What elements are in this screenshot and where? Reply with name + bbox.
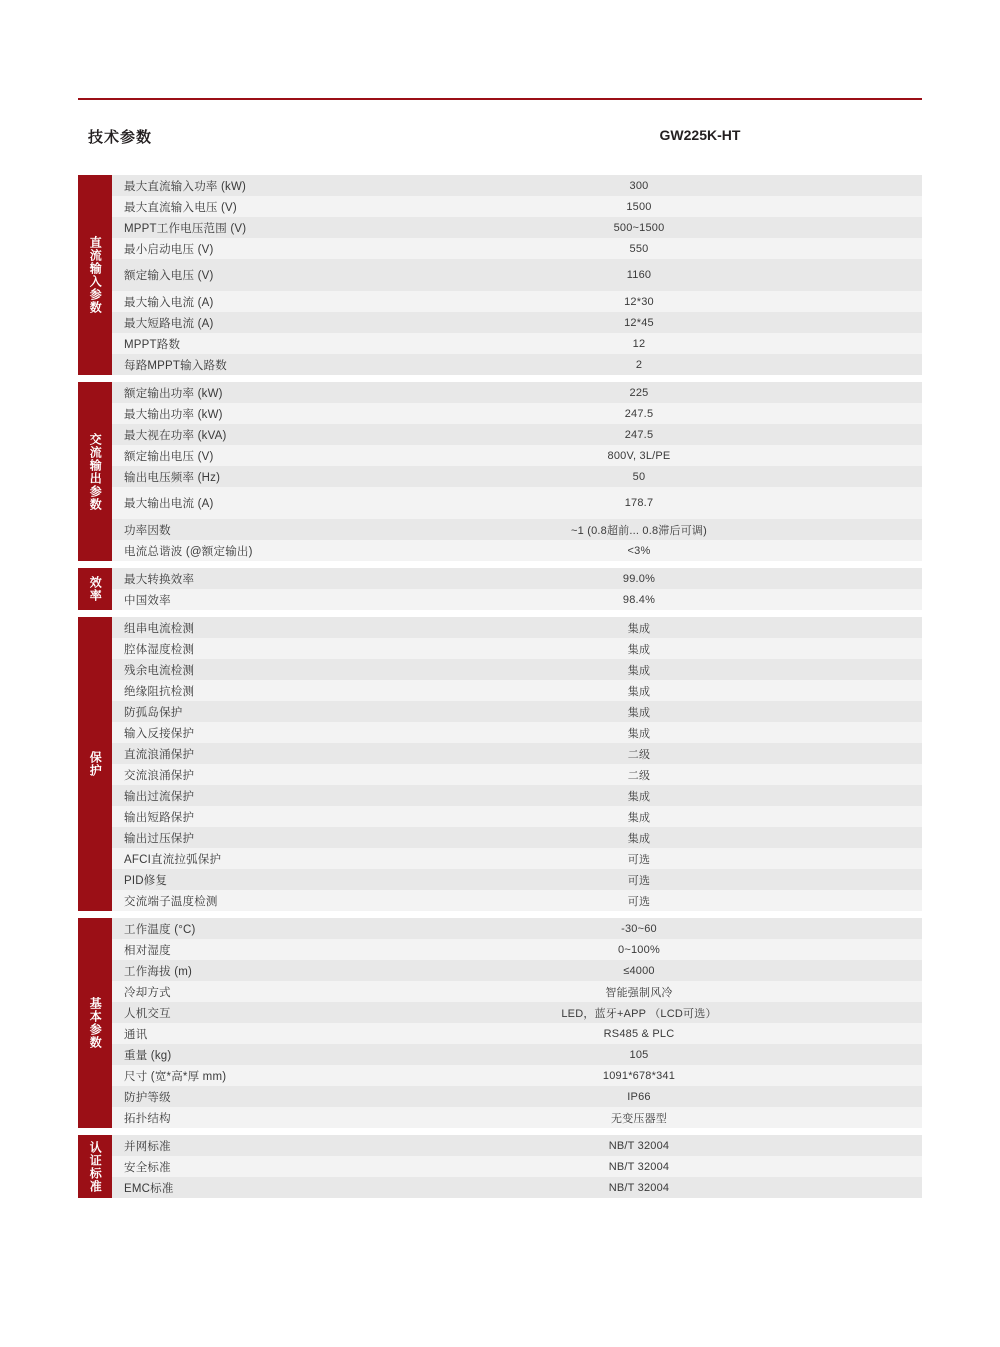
spec-name: 绝缘阻抗检测 [124,685,195,698]
group-rows [112,175,922,375]
group-rows [112,1135,922,1198]
table-row [112,890,922,911]
table-row [112,589,922,610]
spec-value: 550 [629,242,649,255]
spec-value: 二级 [627,748,651,761]
page-title: 技术参数 [88,129,153,146]
table-row [112,722,922,743]
spec-value: 300 [629,179,649,192]
table-row [112,196,922,217]
spec-name: 输出过压保护 [124,832,195,845]
spec-name: 功率因数 [124,524,171,537]
table-row [112,1044,922,1065]
spec-name: 最大短路电流 (A) [124,317,214,330]
spec-value: 2 [635,358,643,371]
spec-value: 12*30 [624,295,654,308]
table-row [112,638,922,659]
spec-name: 工作温度 (°C) [124,923,196,936]
spec-value: RS485 & PLC [603,1027,675,1040]
spec-name: 防孤岛保护 [124,706,183,719]
spec-value: 1500 [626,200,652,213]
spec-name: 输出短路保护 [124,811,195,824]
group-rows [112,617,922,911]
spec-name: 最小启动电压 (V) [124,243,214,256]
table-row [112,827,922,848]
spec-value: 二级 [627,769,651,782]
spec-name: 交流端子温度检测 [124,895,218,908]
spec-value: 集成 [627,643,651,656]
spec-name: 最大输入电流 (A) [124,296,214,309]
table-row [112,568,922,589]
spec-value: -30~60 [621,922,657,935]
table-row [112,659,922,680]
spec-value: 98.4% [622,593,656,606]
spec-name: 冷却方式 [124,986,171,999]
spec-value: 50 [632,470,646,483]
table-row [112,806,922,827]
spec-value: ≤4000 [623,964,655,977]
spec-group [78,382,922,561]
spec-name: MPPT工作电压范围 (V) [124,222,247,235]
table-row [112,382,922,403]
spec-group [78,1135,922,1198]
spec-value: 12 [632,337,646,350]
spec-name: 输出电压频率 (Hz) [124,471,221,484]
table-row [112,1065,922,1086]
spec-value: NB/T 32004 [608,1181,670,1194]
table-row [112,238,922,259]
spec-name: 通讯 [124,1028,148,1041]
table-row [112,540,922,561]
header-row [78,126,922,160]
spec-name: 重量 (kg) [124,1049,172,1062]
spec-value: 可选 [627,895,651,908]
table-row [112,617,922,638]
spec-name: 最大转换效率 [124,573,195,586]
group-label [78,382,112,561]
spec-name: AFCI直流拉弧保护 [124,853,222,866]
spec-name: 人机交互 [124,1007,171,1020]
spec-name: 尺寸 (宽*高*厚 mm) [124,1070,227,1083]
spec-value: 12*45 [624,316,654,329]
spec-value: 1091*678*341 [602,1069,676,1082]
group-rows [112,568,922,610]
spec-value: 集成 [627,811,651,824]
spec-value: 247.5 [624,428,654,441]
spec-value: NB/T 32004 [608,1160,670,1173]
table-row [112,1135,922,1156]
spec-name: 额定输入电压 (V) [124,270,214,282]
group-label-text: 认证标准 [88,1140,103,1193]
table-row [112,519,922,540]
table-row [112,466,922,487]
spec-name: 最大直流输入功率 (kW) [124,180,247,193]
table-row [112,217,922,238]
table-row [112,918,922,939]
group-label-text: 交流输出参数 [88,432,103,511]
spec-value: 247.5 [624,407,654,420]
group-label [78,617,112,911]
table-row [112,424,922,445]
table-row [112,291,922,312]
group-rows [112,382,922,561]
table-row [112,354,922,375]
group-label [78,1135,112,1198]
table-row [112,960,922,981]
table-row [112,259,922,291]
spec-value: 集成 [627,832,651,845]
spec-value: 178.7 [624,497,654,509]
model-name: GW225K-HT [659,127,741,143]
spec-name: 电流总谐波 (@额定输出) [124,545,253,558]
spec-value: 800V, 3L/PE [607,449,671,462]
spec-value: 225 [629,386,649,399]
spec-name: 残余电流检测 [124,664,195,677]
table-row [112,312,922,333]
table-row [112,939,922,960]
spec-name: 防护等级 [124,1091,171,1104]
spec-value: 智能强制风冷 [605,986,673,999]
table-row [112,701,922,722]
spec-name: 并网标准 [124,1140,171,1153]
spec-name: 最大输出电流 (A) [124,498,214,510]
spec-value: 99.0% [622,572,656,585]
spec-value: 1160 [626,269,652,281]
spec-value: 无变压器型 [611,1112,667,1125]
spec-value: 集成 [627,706,651,719]
spec-name: PID修复 [124,874,168,887]
spec-name: 工作海拔 (m) [124,965,193,978]
spec-value: NB/T 32004 [608,1139,670,1152]
spec-value: IP66 [627,1090,651,1103]
spec-name: 最大视在功率 (kVA) [124,429,227,442]
spec-table [78,175,922,1205]
table-row [112,680,922,701]
table-row [112,403,922,424]
table-row [112,1107,922,1128]
spec-name: 直流浪涌保护 [124,748,195,761]
group-rows [112,918,922,1128]
spec-name: 交流浪涌保护 [124,769,195,782]
spec-name: 输出过流保护 [124,790,195,803]
table-row [112,1156,922,1177]
spec-group [78,175,922,375]
table-row [112,487,922,519]
spec-value: LED，蓝牙+APP （LCD可选） [561,1007,717,1020]
spec-value: 集成 [627,727,651,740]
table-row [112,333,922,354]
spec-name: 最大输出功率 (kW) [124,408,223,421]
header-rule [78,98,922,100]
spec-value: ~1 (0.8超前... 0.8滞后可调) [571,524,707,537]
spec-name: 额定输出电压 (V) [124,450,214,463]
spec-value: 可选 [627,874,651,887]
spec-name: 中国效率 [124,594,171,607]
group-label [78,568,112,610]
spec-name: 额定输出功率 (kW) [124,387,223,400]
table-row [112,743,922,764]
group-label-text: 保护 [88,751,103,777]
spec-group [78,617,922,911]
spec-name: EMC标准 [124,1182,174,1195]
table-row [112,1023,922,1044]
spec-group [78,918,922,1128]
table-row [112,1177,922,1198]
group-label [78,175,112,375]
table-row [112,175,922,196]
spec-name: 输入反接保护 [124,727,195,740]
table-row [112,981,922,1002]
table-row [112,1002,922,1023]
table-row [112,785,922,806]
spec-value: 集成 [627,622,651,635]
group-label-text: 基本参数 [88,997,103,1049]
spec-name: 腔体湿度检测 [124,643,195,656]
spec-value: 500~1500 [613,221,665,234]
spec-group [78,568,922,610]
spec-value: 集成 [627,685,651,698]
spec-name: 最大直流输入电压 (V) [124,201,237,214]
table-row [112,1086,922,1107]
spec-value: 0~100% [618,943,660,956]
spec-value: 可选 [627,853,651,866]
group-label-text: 直流输入参数 [88,236,103,314]
table-row [112,764,922,785]
spec-value: 集成 [627,790,651,803]
spec-name: 安全标准 [124,1161,171,1174]
table-row [112,848,922,869]
spec-name: 拓扑结构 [124,1112,171,1125]
spec-value: 集成 [627,664,651,677]
spec-name: 每路MPPT输入路数 [124,359,227,372]
spec-name: 相对湿度 [124,944,171,957]
spec-value: <3% [627,544,651,557]
spec-name: MPPT路数 [124,338,181,351]
spec-name: 组串电流检测 [124,622,195,635]
group-label [78,918,112,1128]
spec-value: 105 [629,1048,649,1061]
table-row [112,445,922,466]
group-label-text: 效率 [88,576,103,602]
table-row [112,869,922,890]
